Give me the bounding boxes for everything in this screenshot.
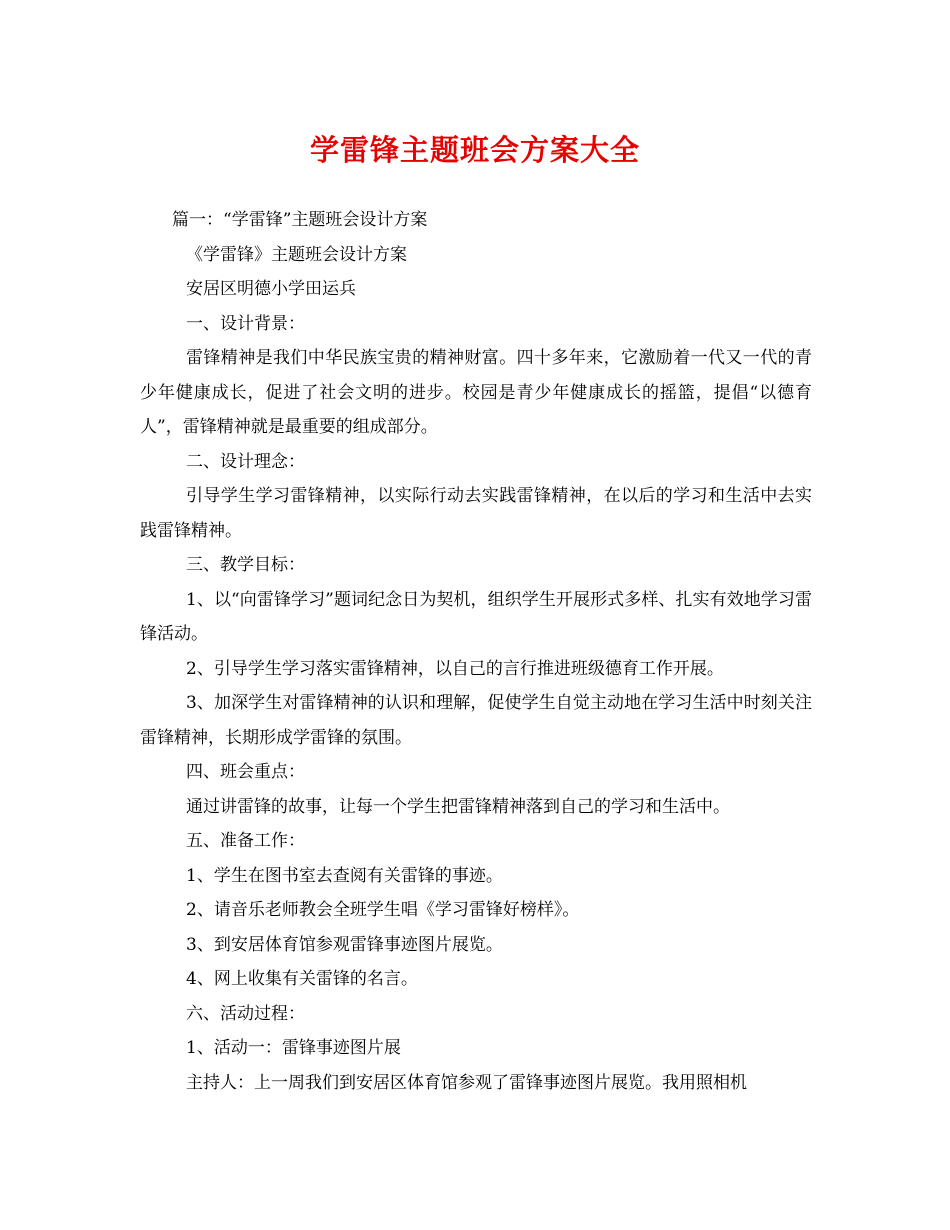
paragraph: 1、学生在图书室去查阅有关雷锋的事迹。 xyxy=(186,865,503,886)
paragraph: 一、设计背景： xyxy=(186,313,305,334)
paragraph: 《学雷锋》主题班会设计方案 xyxy=(186,244,407,265)
paragraph: 主持人：上一周我们到安居区体育馆参观了雷锋事迹图片展览。我用照相机 xyxy=(186,1072,747,1093)
paragraph: 五、准备工作： xyxy=(186,831,305,851)
paragraph: 3、加深学生对雷锋精神的认识和理解，促使学生自觉主动地在学习生活中时刻关注雷锋精神，长期形成学雷锋的氛围。 xyxy=(140,693,812,748)
paragraph: 二、设计理念： xyxy=(186,451,305,472)
paragraph: 通过讲雷锋的故事，让每一个学生把雷锋精神落到自己的学习和生活中。 xyxy=(186,796,730,817)
paragraph: 三、教学目标： xyxy=(186,555,305,575)
paragraph: 安居区明德小学田运兵 xyxy=(186,279,356,299)
paragraph: 引导学生学习雷锋精神，以实际行动去实践雷锋精神，在以后的学习和生活中去实践雷锋精神。 xyxy=(140,486,812,541)
paragraph: 1、活动一：雷锋事迹图片展 xyxy=(186,1038,401,1058)
paragraph: 2、引导学生学习落实雷锋精神，以自己的言行推进班级德育工作开展。 xyxy=(186,658,724,679)
paragraph: 3、到安居体育馆参观雷锋事迹图片展览。 xyxy=(186,934,503,955)
paragraph: 4、网上收集有关雷锋的名言。 xyxy=(186,969,418,989)
document-body xyxy=(140,203,820,1100)
paragraph: 四、班会重点： xyxy=(186,762,305,782)
paragraph: 雷锋精神是我们中华民族宝贵的精神财富。四十多年来，它激励着一代又一代的青少年健康成长，促进了社会文明的进步。校园是青少年健康成长的摇篮，提倡“以德育人”，雷锋精神就是最重要的组成部分。 xyxy=(140,348,812,437)
paragraph: 1、以“向雷锋学习”题词纪念日为契机，组织学生开展形式多样、扎实有效地学习雷锋活动。 xyxy=(140,589,812,644)
paragraph: 2、请音乐老师教会全班学生唱《学习雷锋好榜样》。 xyxy=(186,900,580,920)
document-title: 学雷锋主题班会方案大全 xyxy=(309,133,640,167)
paragraph: 篇一：“学雷锋”主题班会设计方案 xyxy=(172,210,428,230)
paragraph: 六、活动过程： xyxy=(186,1003,305,1024)
